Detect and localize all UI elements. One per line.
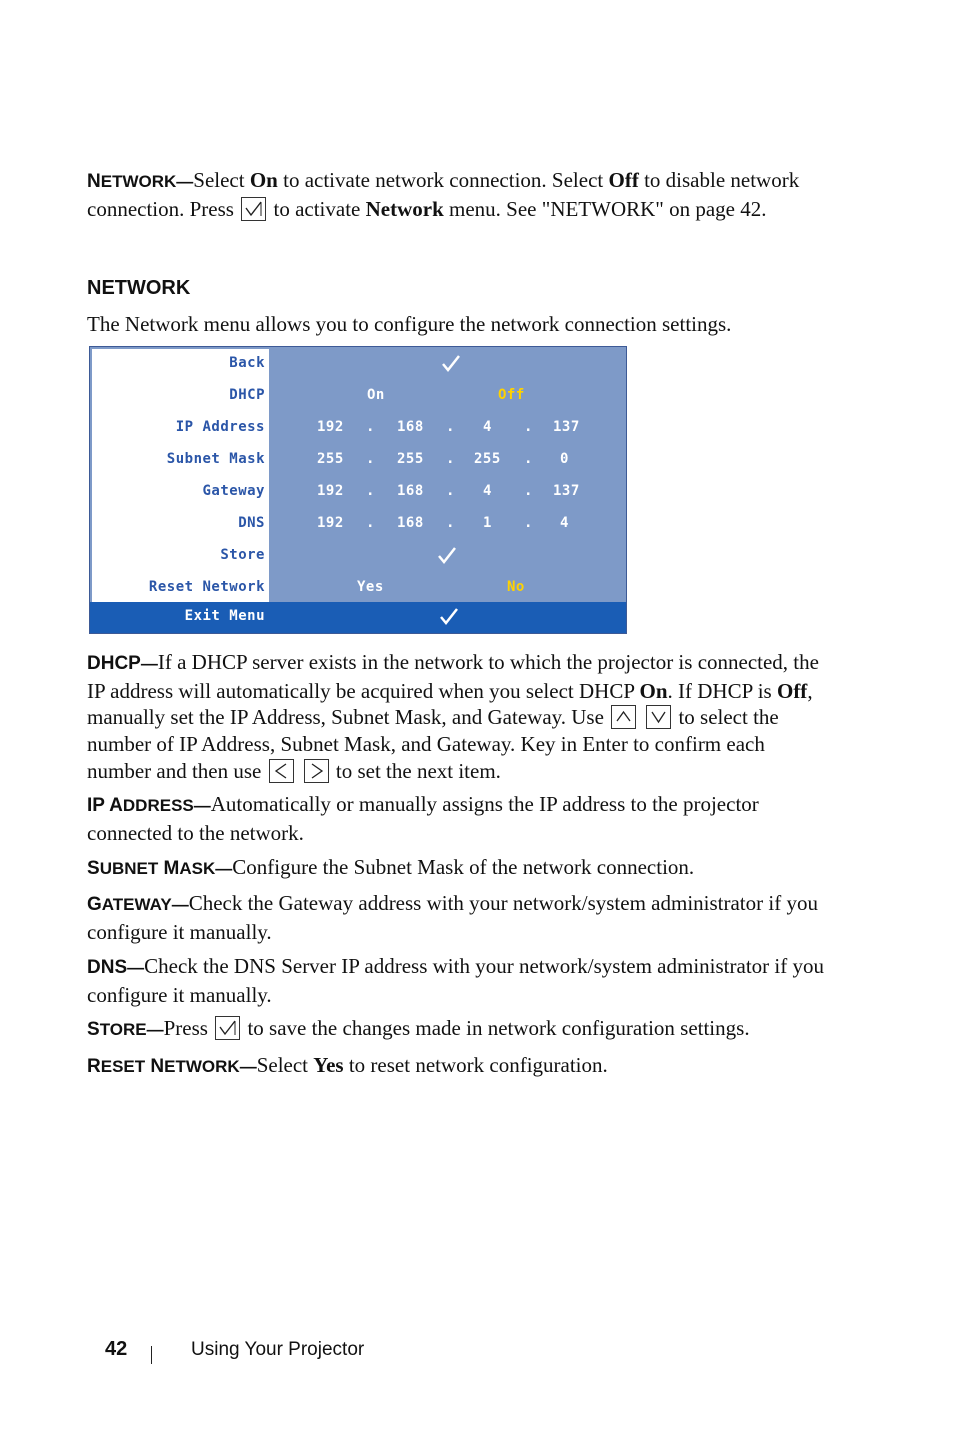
dot-separator: .	[446, 419, 455, 435]
chapter-title: Using Your Projector	[191, 1339, 365, 1360]
term-ip-address: IP ADDRESS—	[87, 795, 211, 816]
ip-address-paragraph: IP ADDRESS—Automatically or manually assigns the IP address to the projector connected to the network.	[87, 792, 759, 845]
dns-paragraph: DNS—Check the DNS Server IP address with your network/system administrator if you configure it manually.	[87, 954, 824, 1007]
term-gateway: GATEWAY—	[87, 894, 189, 915]
gateway-paragraph: GATEWAY—Check the Gateway address with your network/system administrator if you configure it manually.	[87, 891, 818, 944]
osd-row-back[interactable]	[90, 349, 626, 381]
osd-label-ip-address: IP Address	[175, 419, 265, 435]
subnet-mask-paragraph: SUBNET MASK—Configure the Subnet Mask of the network connection.	[87, 855, 695, 879]
dot-separator: .	[366, 451, 375, 467]
subnet-octet-4[interactable]: 0	[560, 451, 569, 467]
dhcp-paragraph: DHCP—If a DHCP server exists in the network to which the projector is connected, the IP address will automatically be acquired when you select DHCP On. If DHCP is Off, manually set the IP Address, Subnet Mask, and Gateway. Use to select the number of IP Address, Subnet Mask, and Gateway. Key in Enter to confirm each number and then use to set the next item.	[87, 650, 819, 783]
checkmark-icon	[438, 605, 460, 627]
gateway-octet-2[interactable]: 168	[397, 483, 424, 499]
term-reset-network: RESET NETWORK—	[87, 1056, 257, 1077]
osd-row-store[interactable]	[90, 541, 626, 573]
section-heading: NETWORK	[87, 277, 191, 299]
dot-separator: .	[366, 515, 375, 531]
down-arrow-icon	[646, 705, 671, 729]
dot-separator: .	[524, 515, 533, 531]
reset-network-paragraph: RESET NETWORK—Select Yes to reset network configuration.	[87, 1053, 608, 1077]
osd-label-exit-menu: Exit Menu	[184, 608, 265, 624]
dns-octet-3[interactable]: 1	[483, 515, 492, 531]
osd-row-gateway[interactable]	[90, 477, 626, 509]
subnet-octet-1[interactable]: 255	[317, 451, 344, 467]
store-paragraph: STORE—Press to save the changes made in network configuration settings.	[87, 1016, 750, 1040]
ip-octet-3[interactable]: 4	[483, 419, 492, 435]
osd-label-gateway: Gateway	[202, 483, 265, 499]
osd-row-ip-address[interactable]	[90, 413, 626, 445]
checkmark-icon	[440, 352, 462, 374]
osd-label-subnet-mask: Subnet Mask	[166, 451, 265, 467]
page-footer	[0, 1338, 954, 1368]
footer-divider	[151, 1346, 152, 1364]
term-store: STORE—	[87, 1019, 164, 1040]
dot-separator: .	[366, 419, 375, 435]
ip-octet-2[interactable]: 168	[397, 419, 424, 435]
osd-label-back: Back	[229, 355, 265, 371]
network-option-paragraph: NETWORK—Select On to activate network connection. Select Off to disable network connection. Press to activate Network menu. See "NETWORK" on page 42.	[87, 168, 800, 221]
gateway-octet-4[interactable]: 137	[553, 483, 580, 499]
osd-row-exit-menu[interactable]	[90, 602, 626, 633]
up-arrow-icon	[611, 705, 636, 729]
osd-label-reset-network: Reset Network	[148, 579, 265, 595]
dns-octet-2[interactable]: 168	[397, 515, 424, 531]
dot-separator: .	[524, 419, 533, 435]
osd-label-store: Store	[220, 547, 265, 563]
section-description: The Network menu allows you to configure the network connection settings.	[87, 312, 732, 336]
term-network: NETWORK—	[87, 171, 194, 192]
ip-octet-1[interactable]: 192	[317, 419, 344, 435]
ip-octet-4[interactable]: 137	[553, 419, 580, 435]
enter-key-icon	[215, 1016, 240, 1040]
osd-label-dns: DNS	[238, 515, 265, 531]
right-arrow-icon	[304, 759, 329, 783]
checkmark-icon	[436, 544, 458, 566]
page-number: 42	[105, 1338, 128, 1360]
reset-option-yes[interactable]: Yes	[357, 579, 384, 595]
dot-separator: .	[366, 483, 375, 499]
osd-label-dhcp: DHCP	[229, 387, 265, 403]
dhcp-option-off[interactable]: Off	[498, 387, 525, 403]
network-osd-menu	[89, 346, 627, 634]
dot-separator: .	[446, 515, 455, 531]
osd-row-dhcp[interactable]	[90, 381, 626, 413]
subnet-octet-3[interactable]: 255	[474, 451, 501, 467]
dns-octet-4[interactable]: 4	[560, 515, 569, 531]
dhcp-option-on[interactable]: On	[367, 387, 385, 403]
enter-key-icon	[241, 197, 266, 221]
left-arrow-icon	[269, 759, 294, 783]
dns-octet-1[interactable]: 192	[317, 515, 344, 531]
dot-separator: .	[446, 483, 455, 499]
term-dhcp: DHCP—	[87, 653, 158, 674]
gateway-octet-3[interactable]: 4	[483, 483, 492, 499]
dot-separator: .	[524, 451, 533, 467]
term-subnet-mask: SUBNET MASK—	[87, 858, 233, 879]
subnet-octet-2[interactable]: 255	[397, 451, 424, 467]
gateway-octet-1[interactable]: 192	[317, 483, 344, 499]
dot-separator: .	[524, 483, 533, 499]
osd-row-dns[interactable]	[90, 509, 626, 541]
osd-row-reset-network[interactable]	[90, 573, 626, 605]
osd-row-subnet-mask[interactable]	[90, 445, 626, 477]
reset-option-no[interactable]: No	[507, 579, 525, 595]
term-dns: DNS—	[87, 957, 145, 978]
dot-separator: .	[446, 451, 455, 467]
